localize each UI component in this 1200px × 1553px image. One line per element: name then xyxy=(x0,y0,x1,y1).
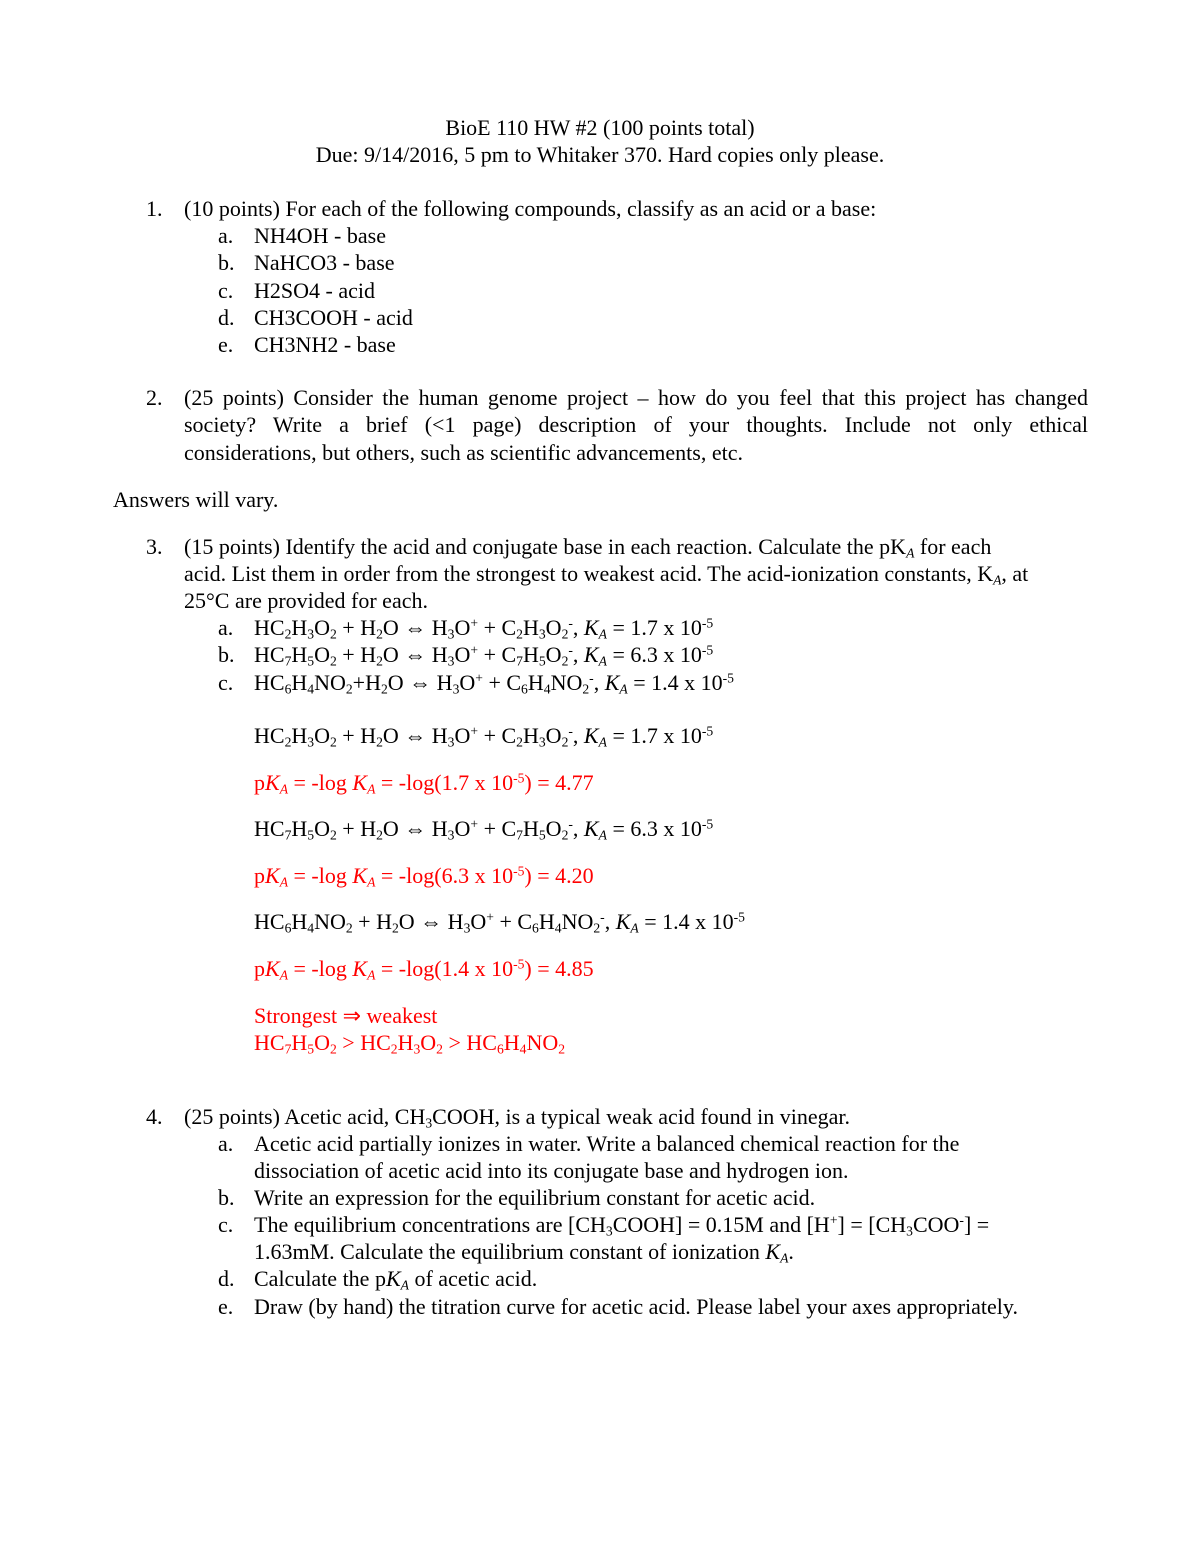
answer-reaction-3: $HC_6H_4NO_2 + H_2O$ ⇔ $H_3O^+ + C_6H_4NO_2^-$, $K_A = 1.4$ x $10^{-5}$ xyxy=(254,909,745,936)
q2-line-2: society? Write a brief (<1 page) description of your thoughts. Include not only ethical xyxy=(184,412,1088,437)
q4-text: (25 points) Acetic acid, $CH_3COOH$, is a typical weak acid found in vinegar. xyxy=(184,1104,851,1131)
answer-reaction-2: $HC_7H_5O_2 + H_2O$ ⇔ $H_3O^+ + C_7H_5O_2^-$, $K_A = 6.3$ x $10^{-5}$ xyxy=(254,816,714,843)
q1-item-text: CH3NH2 - base xyxy=(254,332,396,357)
q4-item-letter: a. xyxy=(218,1131,234,1156)
q3-line-1: (15 points) Identify the acid and conjugate base in each reaction. Calculate the $pK_A$ for each xyxy=(184,534,992,561)
q3-item-letter: b. xyxy=(218,642,235,667)
q3-line-3: 25°C are provided for each. xyxy=(184,588,428,613)
q1-number: 1. xyxy=(146,196,163,221)
due-line: Due: 9/14/2016, 5 pm to Whitaker 370. Hard copies only please. xyxy=(315,142,885,167)
q4-item-text: Calculate the $pK_A$ of acetic acid. xyxy=(254,1266,538,1293)
q3-line-2: acid. List them in order from the strongest to weakest acid. The acid-ionization constants, $K_A$, at xyxy=(184,561,1029,588)
q1-item-text: NH4OH - base xyxy=(254,223,386,248)
q2-line-1: (25 points) Consider the human genome project – how do you feel that this project has changed xyxy=(184,385,1088,410)
q1-item-text: H2SO4 - acid xyxy=(254,278,375,303)
q1-item-letter: e. xyxy=(218,332,234,357)
q4-item-letter: d. xyxy=(218,1266,235,1291)
q1-item-letter: c. xyxy=(218,278,234,303)
page-title: BioE 110 HW #2 (100 points total) xyxy=(445,115,755,140)
q1-item-text: NaHCO3 - base xyxy=(254,250,395,275)
q1-item-letter: b. xyxy=(218,250,235,275)
q4-item-letter: c. xyxy=(218,1212,234,1237)
q1-text: (10 points) For each of the following compounds, classify as an acid or a base: xyxy=(184,196,877,221)
q4-item-text: 1.63mM. Calculate the equilibrium constant of ionization $K_A$. xyxy=(254,1239,794,1266)
strongest-label: Strongest ⇒ weakest xyxy=(254,1003,438,1028)
q3-item-letter: c. xyxy=(218,670,234,695)
q1-item-letter: d. xyxy=(218,305,235,330)
q2-line-3: considerations, but others, such as scientific advancements, etc. xyxy=(184,440,743,465)
q4-number: 4. xyxy=(146,1104,163,1129)
q4-item-text: Acetic acid partially ionizes in water. Write a balanced chemical reaction for the xyxy=(254,1131,960,1156)
acid-ranking: $HC_7H_5O_2 > HC_2H_3O_2 > HC_6H_4NO_2$ xyxy=(254,1030,566,1057)
q3-number: 3. xyxy=(146,534,163,559)
q2-answer: Answers will vary. xyxy=(113,487,279,512)
q4-item-text: dissociation of acetic acid into its conjugate base and hydrogen ion. xyxy=(254,1158,849,1183)
q4-item-letter: b. xyxy=(218,1185,235,1210)
answer-pka-1: $pK_A = -\log$ $K_A = -\log(1.7$ x $10^{-5}) = 4.77$ xyxy=(254,770,594,797)
reaction-acetic: $HC_2H_3O_2 + H_2O$ ⇔ $H_3O^+ + C_2H_3O_2^-$, $K_A = 1.7$ x $10^{-5}$ xyxy=(254,615,714,642)
answer-pka-3: $pK_A = -\log$ $K_A = -\log(1.4$ x $10^{-5}) = 4.85$ xyxy=(254,956,594,983)
q1-item-text: CH3COOH - acid xyxy=(254,305,413,330)
q1-item-letter: a. xyxy=(218,223,234,248)
q3-item-letter: a. xyxy=(218,615,234,640)
reaction-benzoic: $HC_7H_5O_2 + H_2O$ ⇔ $H_3O^+ + C_7H_5O_2^-$, $K_A = 6.3$ x $10^{-5}$ xyxy=(254,642,714,669)
reaction-nitrobenzoic: $HC_6H_4NO_2+H_2O$ ⇔ $H_3O^+ + C_6H_4NO_2^-$, $K_A = 1.4$ x $10^{-5}$ xyxy=(254,670,734,697)
answer-pka-2: $pK_A = -\log$ $K_A = -\log(6.3$ x $10^{-5}) = 4.20$ xyxy=(254,863,594,890)
q2-number: 2. xyxy=(146,385,163,410)
q4-item-text: Write an expression for the equilibrium constant for acetic acid. xyxy=(254,1185,816,1210)
q4-item-letter: e. xyxy=(218,1294,234,1319)
q4-item-text: The equilibrium concentrations are $[CH_3COOH] = 0.15M$ and $[H^+] = [CH_3COO^-]$ = xyxy=(254,1212,990,1239)
answer-reaction-1: $HC_2H_3O_2 + H_2O$ ⇔ $H_3O^+ + C_2H_3O_2^-$, $K_A = 1.7$ x $10^{-5}$ xyxy=(254,723,714,750)
q4-item-text: Draw (by hand) the titration curve for acetic acid. Please label your axes appropriately. xyxy=(254,1294,1018,1319)
